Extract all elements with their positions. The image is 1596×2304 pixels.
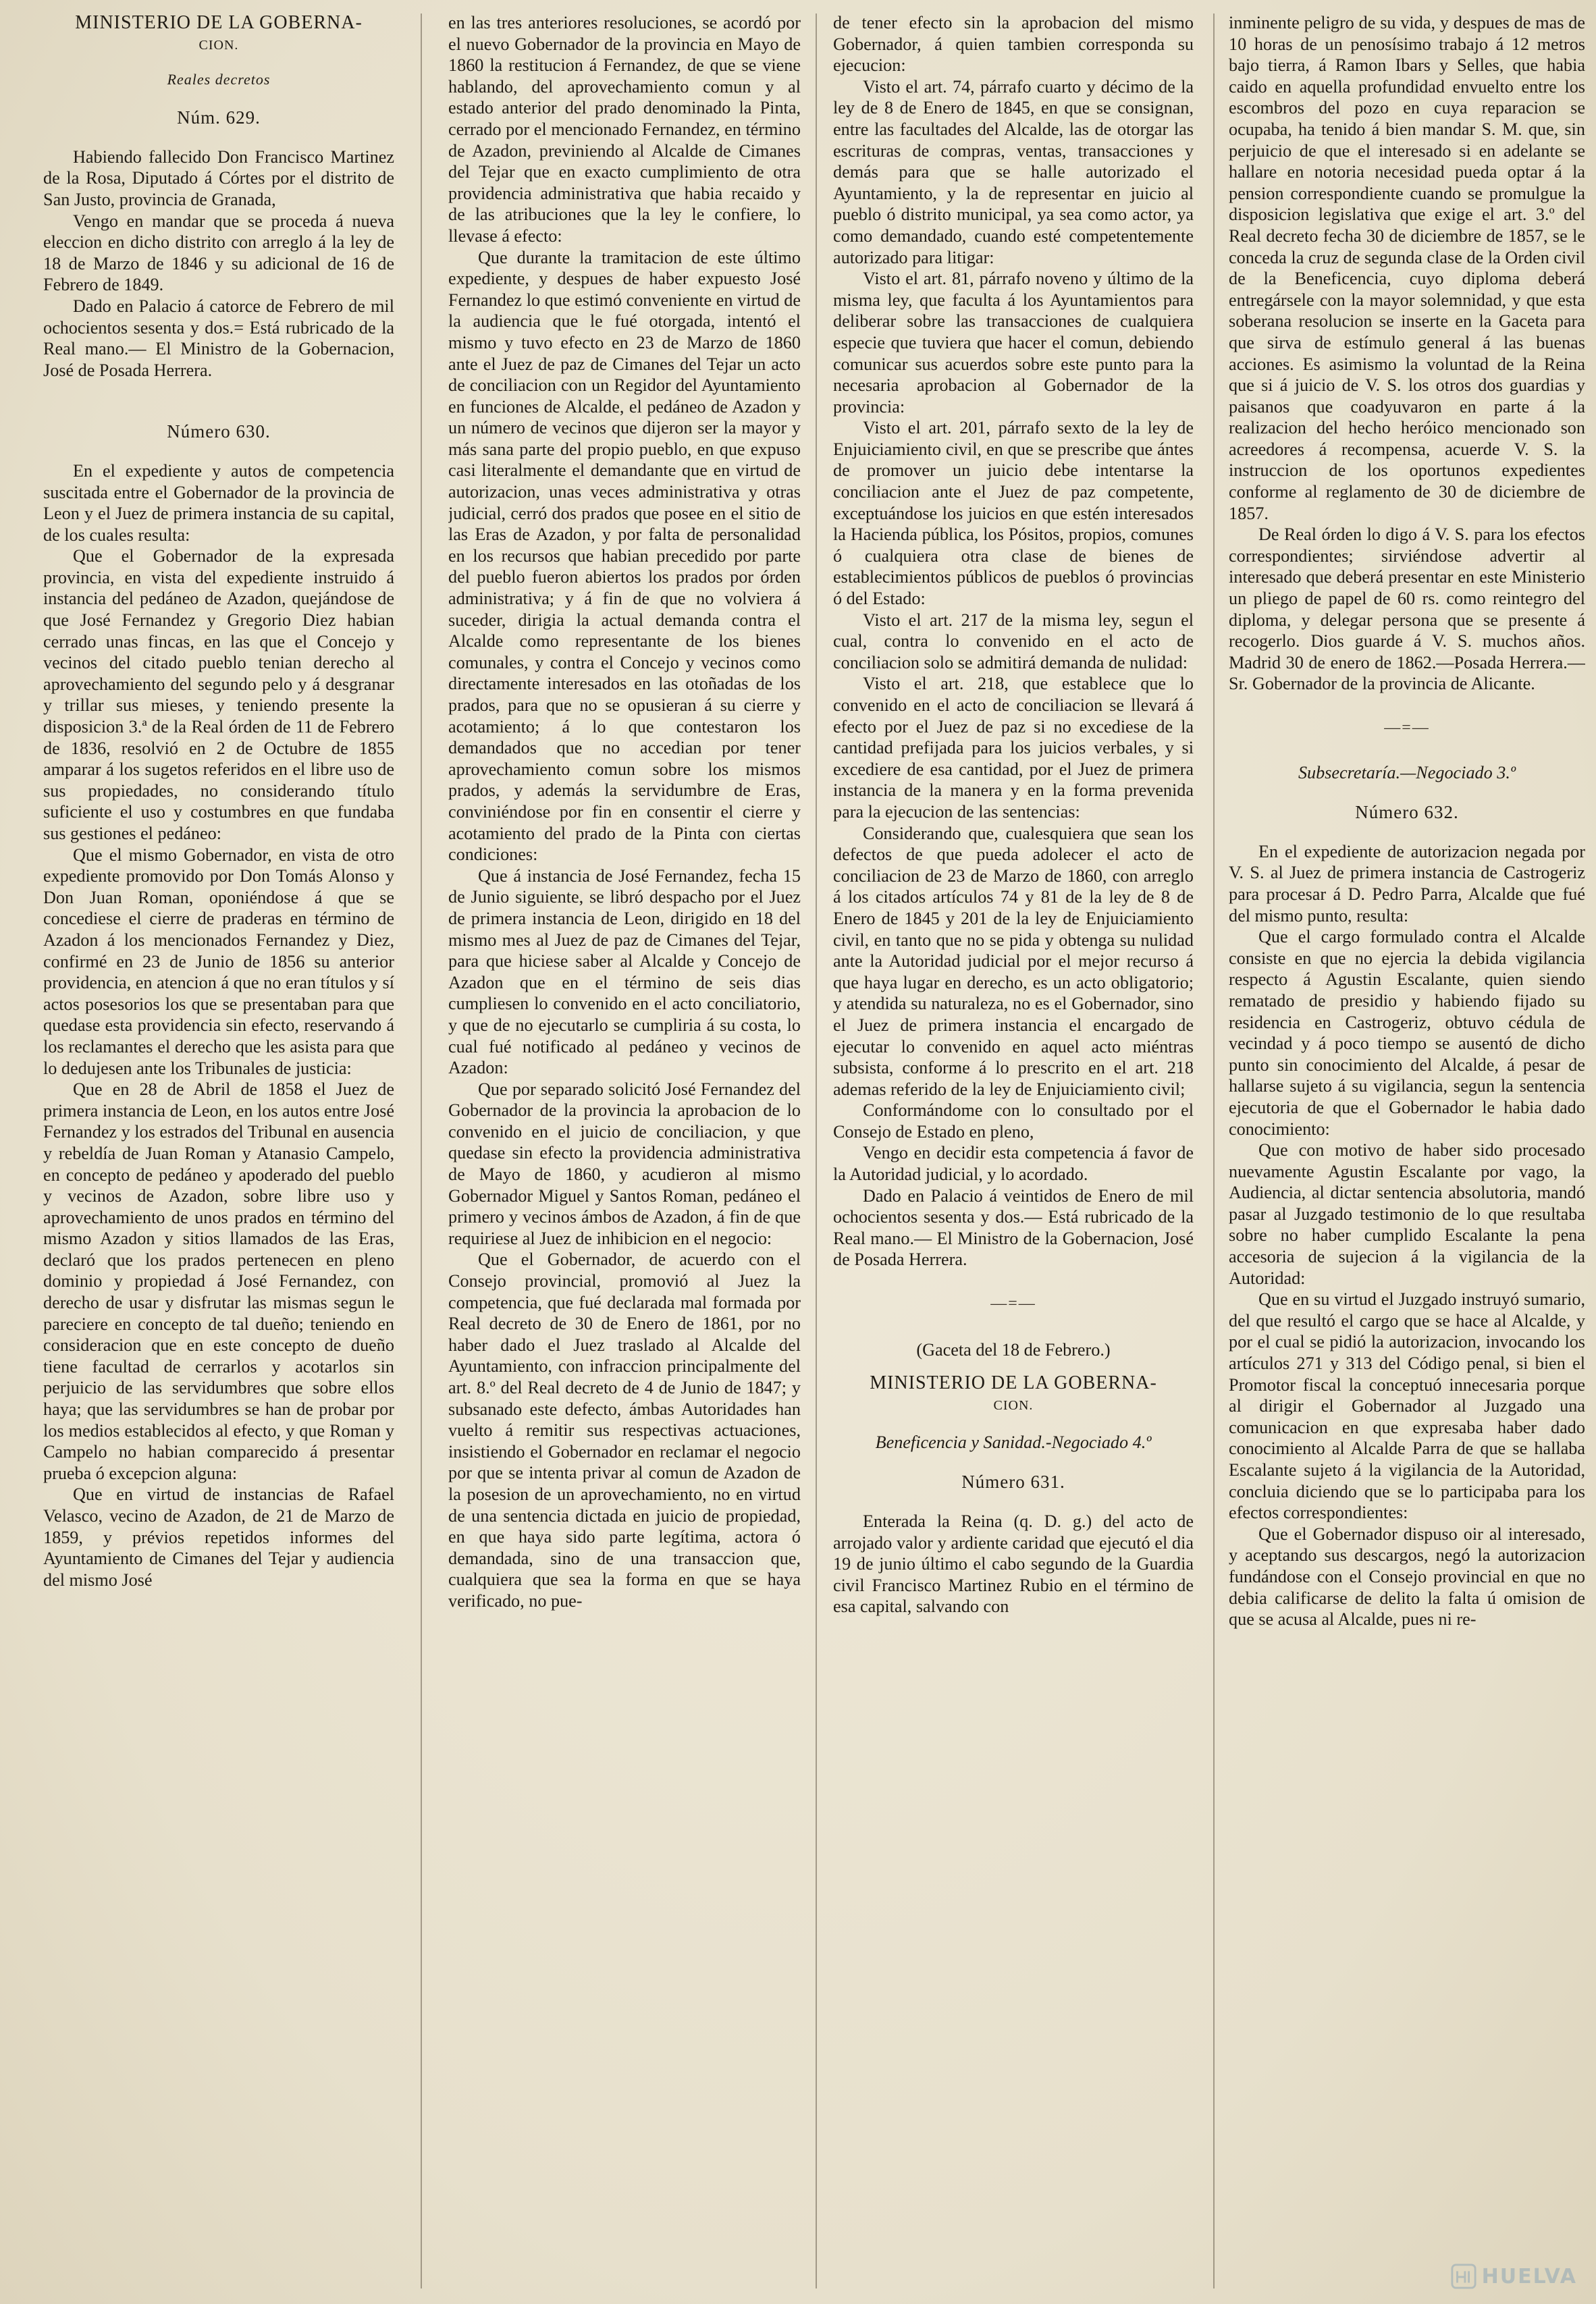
ministry-heading: MINISTERIO DE LA GOBERNA- <box>870 1372 1157 1394</box>
paragraph: Conformándome con lo consultado por el Consejo de Estado en pleno, <box>833 1100 1194 1142</box>
paragraph: Que el cargo formulado contra el Alcalde consiste en que no ejercia la debida vigilancia respecto á Agustin Escalante, quien siendo rematado de presidio y habiendo fijado su residencia en Castrogeriz, obtuvo cédula de vecindad y á poco tiempo se ausentó de dicho punto sin conocimiento del Alcalde, á pesar de hallarse sujeto á su vigilancia, segun la sentencia ejecutoria de que el Gobernador le habia dado conocimiento: <box>1229 927 1585 1139</box>
paragraph: Habiendo fallecido Don Francisco Martinez de la Rosa, Diputado á Córtes por el distrito de San Justo, provincia de Granada, <box>43 146 394 209</box>
column-rule <box>1213 14 1215 2288</box>
paragraph: Que el Gobernador de la expresada provincia, en vista del expediente instruido á instancia del pedáneo de Azadon, quejándose de que José Fernandez y Gregorio Diez habian cerrado unas fincas, en las que el Concejo y vecinos del citado pueblo tenian derecho al aprovechamiento del segundo pelo y á desgranar y trillar sus mieses, y teniendo presente la disposicion 3.ª de la Real órden de 11 de Febrero de 1836, resolvió en 2 de Octubre de 1855 amparar á los sugetos referidos en el libre uso de sus propiedades, no considerando título suficiente el uso y costumbres en que fundaba sus gestiones el pedáneo: <box>43 546 394 843</box>
paragraph: Dado en Palacio á veintidos de Enero de mil ochocientos sesenta y dos.— Está rubricado de la Real mano.— El Ministro de la Gobernacion, José de Posada Herrera. <box>833 1185 1194 1270</box>
watermark-text: HUELVA <box>1481 2264 1577 2288</box>
paragraph: Visto el art. 74, párrafo cuarto y décimo de la ley de 8 de Enero de 1845, en que se consignan, entre las facultades del Alcalde, las de otorgar las escrituras de compras, ventas, transacciones y demás para que se halle autorizado el Ayuntamiento, y la de representar en juicio al pueblo ó distrito municipal, ya sea como actor, ya como demandado, cuando esté competentemente autorizado para litigar: <box>833 76 1194 267</box>
decorative-separator: —=— <box>1384 719 1430 736</box>
decree-number-631: Número 631. <box>961 1472 1065 1493</box>
paragraph: Que con motivo de haber sido procesado nuevamente Agustin Escalante por vago, la Audiencia, al dictar sentencia absolutoria, mandó pasar al Juzgado testimonio de lo que resultaba sobre no haber cumplido Escalante la pena accesoria de sujecion á la vigilancia de la Autoridad: <box>1229 1140 1585 1288</box>
decree-number-630: Número 630. <box>167 421 271 442</box>
paragraph: Que en virtud de instancias de Rafael Velasco, vecino de Azadon, de 21 de Marzo de 1859, y prévios repetidos informes del Ayuntamiento de Cimanes del Tejar y audiencia del mismo José <box>43 1484 394 1590</box>
column-4 <box>1229 12 1585 2294</box>
paragraph: Considerando que, cualesquiera que sean los defectos de que pueda adolecer el acto de conciliacion de 23 de Marzo de 1860, con arreglo á los citados artículos 74 y 81 de la ley de 8 de Enero de 1845 y 201 de la ley de Enjuiciamiento civil, en tanto que no se pida y obtenga su nulidad ante la Autoridad judicial por el mejor recurso á que haya lugar en derecho, es un acto obligatorio; y atendida su naturaleza, no es el Gobernador, sino el Juez de primera instancia el encargado de ejecutar lo convenido en aquel acto miéntras subsista, conforme á lo prescrito en el art. 218 ademas referido de la ley de Enjuiciamiento civil; <box>833 823 1194 1099</box>
paragraph: Que el mismo Gobernador, en vista de otro expediente promovido por Don Tomás Alonso y Don Juan Roman, oponiéndose á que se concediese el cierre de praderas en término de Azadon á los mencionados Fernandez y Diez, confirmé en 23 de Junio de 1856 su anterior providencia, en atencion á que no eran títulos y sí actos posesorios los que se presentaban para que quedase esta providencia sin efecto, reservando á los reclamantes el derecho que les asista para que lo dedujesen ante los Tribunales de justicia: <box>43 845 394 1078</box>
diputacion-huelva-logo-icon <box>1451 2263 1477 2289</box>
column-3 <box>833 12 1194 2294</box>
column-2 <box>448 12 801 2294</box>
paragraph: Visto el art. 218, que establece que lo convenido en el acto de conciliacion se llevará á efecto por el Juez de paz si no excediese de la cantidad prefijada para los juicios verbales, y si excediere de esa cantidad, por el Juez de primera instancia de la manera y en la forma prevenida para la ejecucion de las sentencias: <box>833 674 1194 822</box>
paragraph: Que el Gobernador dispuso oir al interesado, y aceptando sus descargos, negó la autorizacion fundándose con el Consejo provincial en que no debia calificarse de delito la falta ú omision de que se acusa al Alcalde, pues ni re- <box>1229 1524 1585 1630</box>
paragraph: Enterada la Reina (q. D. g.) del acto de arrojado valor y ardiente caridad que ejecutó el dia 19 de junio último el cabo segundo de la Guardia civil Francisco Martinez Rubio en el término de esa capital, salvando con <box>833 1511 1194 1617</box>
paragraph: Que el Gobernador, de acuerdo con el Consejo provincial, promovió al Juez la competencia, que fué declarada mal formada por Real decreto de 30 de Enero de 1861, por no haber dado el Juez traslado al Alcalde del Ayuntamiento, con infraccion principalmente del art. 8.º del Real decreto de 4 de Junio de 1847; y subsanado este defecto, ámbas Autoridades han vuelto á remitir sus respectivas actuaciones, insistiendo el Gobernador en reclamar el negocio por que se intenta privar al comun de Azadon de la posesion de un aprovechamiento, no en virtud de una sentencia dictada en juicio de propiedad, en que haya sido parte legítima, actora ó demandada, sino de una transaccion que, cualquiera que sea la forma en que se haya verificado, no pue- <box>448 1250 801 1611</box>
column-rule <box>421 14 422 2288</box>
paragraph: Dado en Palacio á catorce de Febrero de mil ochocientos sesenta y dos.= Está rubricado de la Real mano.— El Ministro de la Gobernacion, José de Posada Herrera. <box>43 296 394 380</box>
section-heading: Subsecretaría.—Negociado 3.º <box>1298 762 1516 782</box>
paragraph: Vengo en decidir esta competencia á favor de la Autoridad judicial, y lo acordado. <box>833 1143 1194 1185</box>
watermark <box>1451 2263 1577 2289</box>
ministry-heading: MINISTERIO DE LA GOBERNA- <box>75 12 363 33</box>
section-heading: Beneficencia y Sanidad.-Negociado 4.º <box>875 1432 1152 1452</box>
column-1 <box>43 12 394 2294</box>
section-heading: Reales decretos <box>167 70 271 88</box>
paragraph: Que durante la tramitacion de este último expediente, y despues de haber expuesto José Fernandez lo que estimó conveniente en virtud de la audiencia que le fué otorgada, intentó el mismo y tuvo efecto en 23 de Marzo de 1860 ante el Juez de paz de Cimanes del Tejar un acto de conciliacion con un Regidor del Ayuntamiento en funciones de Alcalde, el pedáneo de Azadon y un número de vecinos que dijeron ser la mayor y más sana parte del propio pueblo, en que expuso casi literalmente el demandante que en virtud de autorizacion, unas veces administrativa y otras judicial, cerró dos prados que posee en el sitio de las Eras de Azadon, y por falta de personalidad en los recursos que habian precedido por parte del pueblo fueron abiertos los prados por órden administrativa; y á fin de que no volviera á suceder, dirigia la actual demanda contra el Alcalde como representante de los bienes comunales, y contra el Concejo y vecinos como directamente interesados en las otoñadas de los prados, para que no se opusieran á su cierre y acotamiento; á lo que contestaron los demandados que no accedian por tener aprovechamiento comun sobre los mismos prados, y además la servidumbre de Eras, conviniéndose por fin en consentir el cierre y acotamiento del prado de la Pinta con ciertas condiciones: <box>448 247 801 865</box>
paragraph: Visto el art. 217 de la misma ley, segun el cual, contra lo convenido en el acto de conciliacion solo se admitirá demanda de nulidad: <box>833 610 1194 672</box>
paragraph: en las tres anteriores resoluciones, se acordó por el nuevo Gobernador de la provincia en Mayo de 1860 la restitucion á Fernandez, de que se viene hablando, del aprovechamiento comun y al estado anterior del prado denominado la Pinta, cerrado por el mencionado Fernandez, en término de Azadon, previniendo al Alcalde de Cimanes del Tejar que en exacto cumplimiento de otra providencia administrativa que habia recaido y de las atribuciones que la ley le confiere, lo llevase á efecto: <box>448 13 801 246</box>
paragraph: Que por separado solicitó José Fernandez del Gobernador de la provincia la aprobacion de lo convenido en el juicio de conciliacion, y que quedase sin efecto la providencia administrativa de Mayo de 1860, y acudieron al mismo Gobernador Miguel y Santos Roman, pedáneo el primero y vecinos ámbos de Azadon, á fin de que requiriese al Juez de inhibicion en el negocio: <box>448 1079 801 1248</box>
gazette-reference: (Gaceta del 18 de Febrero.) <box>916 1339 1111 1360</box>
paragraph: Que en su virtud el Juzgado instruyó sumario, del que resultó el cargo que se hace al Alcalde, y por el cual se pidió la autorizacion, invocando los artículos 271 y 313 del Código penal, si bien el Promotor fiscal la conceptuó innecesaria porque al dirigir el Gobernador al Juzgado una comunicacion en que expresaba haber dado conocimiento al Alcalde Parra de que se hallaba Escalante sujeto á la vigilancia de la Autoridad, concluia diciendo que se lo participaba para los efectos correspondientes: <box>1229 1289 1585 1523</box>
paragraph: Visto el art. 81, párrafo noveno y último de la misma ley, que faculta á los Ayuntamientos para deliberar sobre las transacciones de cualquiera especie que tuviera que hacer el comun, debiendo comunicar sus acuerdos sobre este punto para la necesaria aprobacion al Gobernador de la provincia: <box>833 269 1194 417</box>
paragraph: En el expediente de autorizacion negada por V. S. al Juez de primera instancia de Castrogeriz para procesar á D. Pedro Parra, Alcalde que fué del mismo punto, resulta: <box>1229 841 1585 926</box>
paragraph: inminente peligro de su vida, y despues de mas de 10 horas de un penosísimo trabajo á 12 metros bajo tierra, á Ramon Ibars y Selles, que habia caido en aquella profundidad envuelto entre los escombros del pozo en cuya reparacion se ocupaba, ha tenido á bien mandar S. M. que, sin perjuicio de que el interesado si en adelante se hallare en notoria necesidad pueda optar á la pension correspondiente cuando se promulgue la disposicion legislativa que exige el art. 3.º del Real decreto fecha 30 de diciembre de 1857, se le conceda la cruz de segunda clase de la Orden civil de la Beneficencia, cuyo diploma deberá entregársele con la mayor solemnidad, y que esta soberana resolucion se inserte en la Gaceta para que sirva de estímulo general á las buenas acciones. Es asimismo la voluntad de la Reina que si á juicio de V. S. los otros dos guardias y paisanos que coadyuvaron en parte á la realizacion del hecho heróico mencionado son acreedores á recompensa, acuerde V. S. la instruccion de los oportunos expedientes conforme al reglamento de 30 de diciembre de 1857. <box>1229 13 1585 523</box>
ministry-heading-cont: CION. <box>993 1398 1034 1414</box>
decorative-separator: —=— <box>990 1295 1036 1313</box>
column-rule <box>816 14 817 2288</box>
paragraph: De Real órden lo digo á V. S. para los efectos correspondientes; sirviéndose advertir al interesado que deberá presentar en este Ministerio un pliego de papel de 60 rs. como reintegro del diploma, y delegar persona que se presente á recogerlo. Dios guarde á V. S. muchos años. Madrid 30 de enero de 1862.—Posada Herrera.—Sr. Gobernador de la provincia de Alicante. <box>1229 525 1585 694</box>
decree-number-629: Núm. 629. <box>177 107 261 128</box>
paragraph: Vengo en mandar que se proceda á nueva eleccion en dicho distrito con arreglo á la ley de 18 de Marzo de 1846 y su adicional de 16 de Febrero de 1849. <box>43 211 394 295</box>
paragraph: Visto el art. 201, párrafo sexto de la ley de Enjuiciamiento civil, en que se prescribe que ántes de promover un juicio debe intentarse la conciliacion ante el Juez de paz competente, exceptuándose los juicios en que estén interesados la Hacienda pública, los Pósitos, propios, comunes ó cualquiera otra clase de bienes de establecimientos públicos de pueblos ó provincias ó del Estado: <box>833 418 1194 609</box>
ministry-heading-cont: CION. <box>198 38 239 53</box>
paragraph: Que en 28 de Abril de 1858 el Juez de primera instancia de Leon, en los autos entre José Fernandez y los estrados del Tribunal en ausencia y rebeldía de Juan Roman y Atanasio Campelo, en concepto de pedáneo y apoderado del pueblo y vecinos de Azadon, sobre libre uso y aprovechamiento de unos prados en término del mismo Azadon y sitios llamados de las Eras, declaró que los prados pertenecen en pleno dominio y propiedad á José Fernandez, con derecho de usar y disfrutar las mismas segun le pareciere en concepto de tal dueño; teniendo en consideracion que en este concepto de dueño tiene facultad de cerrarlos y acotarlos sin perjuicio de las servidumbres que sobre ellos haya; que las servidumbres se han de probar por los medios establecidos al efecto, y que Roman y Campelo no habian comparecido á presentar prueba ó excepcion alguna: <box>43 1079 394 1483</box>
paragraph: En el expediente y autos de competencia suscitada entre el Gobernador de la provincia de Leon y el Juez de primera instancia de su capital, de los cuales resulta: <box>43 460 394 545</box>
decree-number-632: Número 632. <box>1355 802 1459 823</box>
paragraph: Que á instancia de José Fernandez, fecha 15 de Junio siguiente, se libró despacho por el Juez de primera instancia de Leon, dirigido en 18 del mismo mes al Juez de paz de Cimanes del Tejar, para que hiciese saber al Alcalde y Concejo de Azadon que en el término de seis dias cumpliesen lo convenido en el acto conciliatorio, y que de no ejecutarlo se cumpliria á su costa, lo cual fué notificado al pedáneo y vecinos de Azadon: <box>448 865 801 1078</box>
paragraph: de tener efecto sin la aprobacion del mismo Gobernador, á quien tambien corresponda su ejecucion: <box>833 13 1194 76</box>
